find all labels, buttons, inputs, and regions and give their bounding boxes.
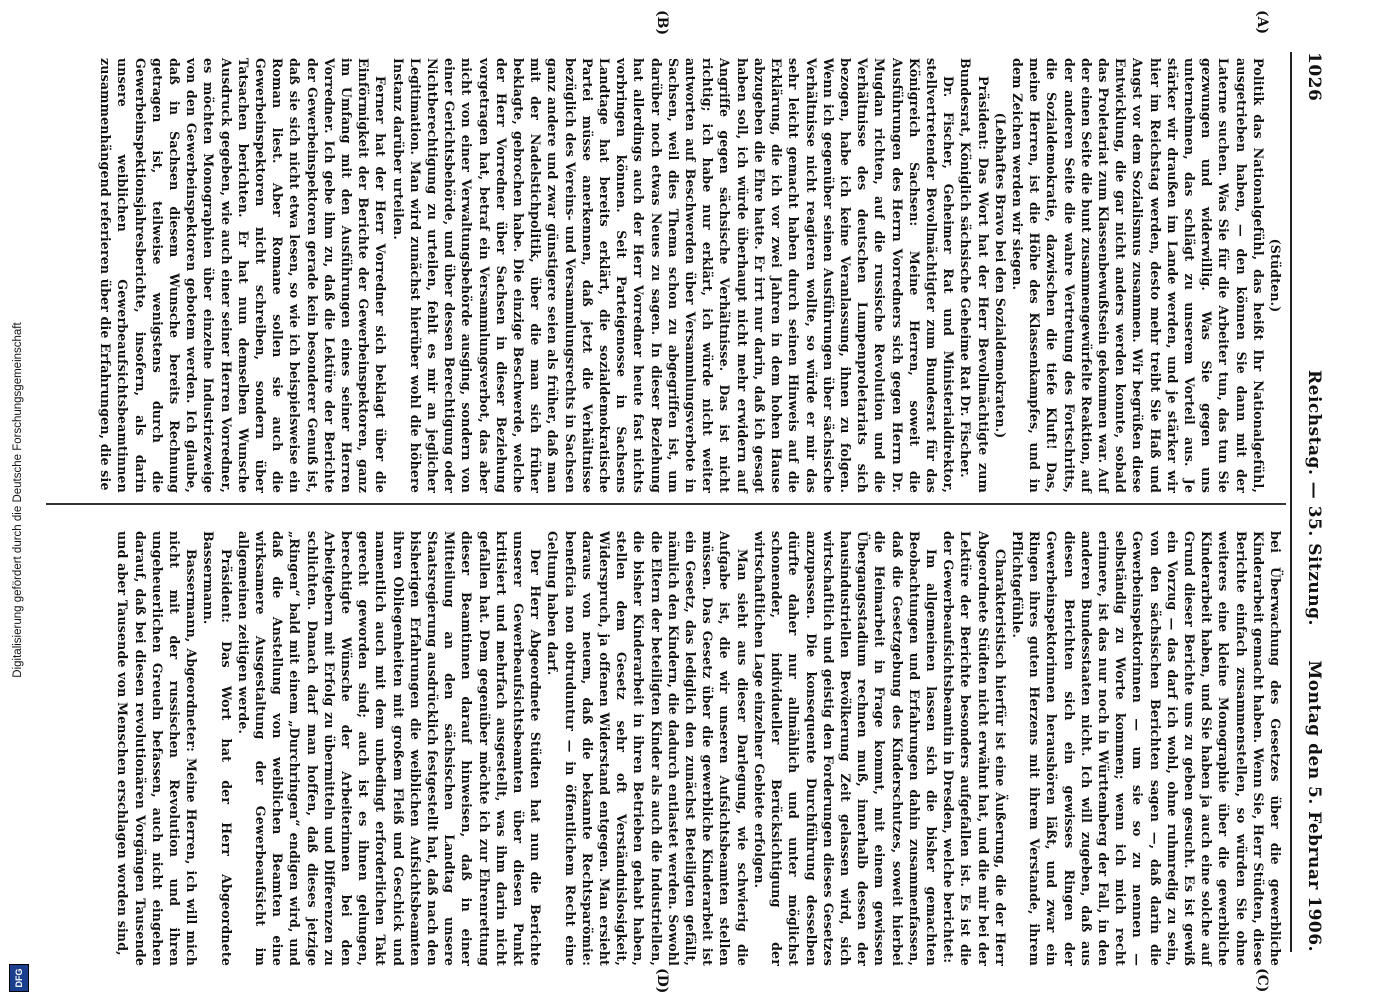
paragraph: Politik das Nationalgefühl, das heißt Ihr Nationalgefühl, ausgetrieben haben, — den können Sie dann mit der Laterne suchen. Was Sie für die Arbeiter tun, das tun Sie gezwungen und widerwillig. Was Sie gegen uns unternehmen, das schlägt zu unserem Vorteil aus. Je stärker wir draußen im Lande werden, und je stärker wir hier im Reichstag werden, desto mehr treibt Sie Haß und Angst vor dem Sozialismus zusammen. Wir begrüßen diese Entwicklung, die gar nicht anders werden konnte, sobald das Proletariat zum Klassenbewußtsein gekommen war. Auf der einen Seite die bunt zusammengewürfelte Reaktion, auf der anderen Seite die wahre Vertretung des Fortschritts, die Sozialdemokratie, dazwischen die tiefe Kluft! Das, meine Herren, ist die Höhe des Klassenkampfes, und in dem Zeichen werden wir siegen. — [1009, 58, 1266, 493]
quoted-paragraph: Im allgemeinen lassen sich die bisher gemachten Beobachtungen und Erfahrungen dahin zusammenfassen, daß die Gesetzgebung des Kinderschutzes, soweit hierbei die Heimarbeit in Frage kommt, mit einem gewissen Übergangsstadium rechnen muß, innerhalb dessen der hausindustriellen Bevölkerung Zeit gelassen wird, sich wirtschaftlich und geistig den Forderungen dieses Gesetzes anzupassen. Die konsequente Durchführung desselben dürfte daher nur allmählich und unter möglichst schonender, individueller Berücksichtigung der wirtschaftlichen Lage einzelner Gebiete erfolgen. — [751, 531, 939, 966]
paragraph: Präsident: Das Wort hat der Herr Bevollmächtigte zum Bundesrat, Königlich sächsische Geheime Rat Dr. Fischer. — [958, 58, 991, 493]
paragraph: bei Überwachung des Gesetzes über die gewerbliche Kinderarbeit gemacht haben. Wenn Sie, Herr Stüdten, diese Berichte einfach zusammenstellen, so würden Sie ohne weiteres eine kleine Monographie über die gewerbliche Kinderarbeit haben, und Sie haben ja auch eine solche auf Grund dieser Berichte uns zu geben gesucht. Es ist gewiß ein Vorzug — das darf ich wohl, ohne ruhmredig zu sein, von den sächsischen Berichten sagen —, daß darin die Gewerbeinspektorinnen — um sie so zu nennen — selbständig zu Worte kommen; wenn ich mich recht erinnere, ist das nur noch in Württemberg der Fall, in den anderen Bundesstaaten nicht. Ich will zugeben, daß aus diesen Berichten sich ein gewisses Ringen der Gewerbeinspektorinnen heraushören läßt, und zwar ein Ringen ihres guten Herzens mit ihrem Verstande, ihrem Pflichtgefühle. — [1009, 531, 1283, 966]
paragraph: Man sieht aus dieser Darlegung, wie schwierig die Aufgabe ist, die wir unseren Aufsichtsbeamten stellen müssen. Das Gesetz über die gewerbliche Kinderarbeit ist ein Gesetz, das lediglich den zunächst Beteiligten gefällt, nämlich den Kindern, die dadurch entlastet werden. Sowohl die Eltern der beteiligten Kinder als auch die Industriellen, die bisher Kinderarbeit in ihren Betrieben gehabt haben, stellen dem Gesetz sehr oft Verständnislosigkeit, Widerspruch, ja offenen Widerstand entgegen. Man ersieht daraus von neuem, daß die bekannte Rechtsparömie: beneficia non obtruduntur — in öffentlichem Recht eine Geltung haben darf. — [545, 531, 750, 966]
applause-note: (Lebhaftes Bravo bei den Sozialdemokraten.) — [992, 112, 1008, 439]
column-divider — [46, 503, 1286, 505]
digitization-credit: Digitalisierung gefördert durch die Deutsche Forschungsgemeinschaft — [12, 322, 24, 678]
page-header — [1290, 52, 1330, 952]
paragraph: Charakteristisch hierfür ist eine Äußerung, die der Herr Abgeordnete Stüdten nicht erwähnt hat, und die mir bei der Lektüre der Berichte besonders aufgefallen ist. Es ist die der Gewerbeaufsichtsbeamtin in Dresden, welche berichtet: — [941, 531, 1008, 966]
digitization-sidebar — [2, 0, 34, 1000]
dfg-logo: DFG — [9, 964, 29, 992]
margin-note-c: (C) — [1254, 968, 1270, 993]
paragraph: Präsident: Das Wort hat der Herr Abgeordnete Bassermann. — [201, 531, 234, 966]
speaker-note: (Stüdten.) — [1268, 238, 1283, 313]
margin-note-b: (B) — [654, 10, 670, 36]
paragraph: Der Herr Abgeordnete Stüdten hat nun die Berichte unserer Gewerbeaufsichtsbeamten über diesen Punkt kritisiert und mehrfach ausgestellt, was ihm darin nicht gefallen hat. Dem gegenüber möchte ich zur Ehrenrettung dieser Beamtinnen darauf hinweisen, daß in einer Mitteilung an den sächsischen Landtag unsere Staatsregierung ausdrücklich festgestellt hat, daß nach den bisherigen Erfahrungen die weiblichen Aufsichtsbeamten ihren Obliegenheiten mit großem Fleiß und Geschick und namentlich auch mit dem unbedingt erforderlichen Takt gerecht geworden sind; auch ist es ihnen gelungen, berechtigte Wünsche der Arbeiterinnen bei den Arbeitgebern mit Erfolg zu übermitteln und Differenzen zu schlichten. Danach darf man hoffen, daß dieses jetzige „Ringen“ bald mit einem „Durchringen“ endigen wird, und daß die Anstellung von weiblichen Beamten eine wirksamere Ausgestaltung der Gewerbeaufsicht im allgemeinen zeitigen werde. — [235, 531, 544, 966]
margin-note-d: (D) — [654, 968, 670, 994]
right-text-column — [114, 531, 1284, 966]
session-date: Montag den 5. Februar 1906. — [1304, 660, 1324, 952]
session-title: Reichstag. — 35. Sitzung. — [1304, 370, 1324, 626]
left-text-column — [97, 58, 1284, 493]
margin-note-a: (A) — [1254, 10, 1270, 35]
paragraph: Dr. Fischer, Geheimer Rat und Ministerialdirektor, stellvertretender Bevollmächtigter zum Bundesrat für das Königreich Sachsen: Meine Herren, soweit die Ausführungen des Herrn Vorredners sich gegen Herrn Dr. Mugdan richten, auf die russische Revolution und die Verhältnisse des deutschen Lumpenproletariats sich bezogen, habe ich keine Veranlassung, ihnen zu folgen. Wenn ich gegenüber seinen Ausführungen über sächsische Verhältnisse nicht reagieren wollte, so würde er mir das sehr leicht gemacht haben durch seinen Hinweis auf die Erklärung, die ich vor zwei Jahren in dem hohen Hause abzugeben die Ehre hatte. Er irrt nur darin, daß ich gesagt haben soll, ich würde überhaupt nicht mehr erwidern auf Angriffe gegen sächsische Verhältnisse. Das ist nicht richtig; ich habe nur erklärt, ich würde nicht weiter antworten auf Beschwerden über Versammlungsverbote in Sachsen, weil dies Thema schon zu abgegriffen ist, um darüber noch etwas Neues zu sagen. In dieser Beziehung hat allerdings auch der Herr Vorredner heute fast nichts vorbringen können. Seit Parteigenosse in Sachsens Landtage hat bereits erklärt, die sozialdemokratische Partei müsse anerkennen, daß jetzt die Verhältnisse bezüglich des Vereins- und Versammlungsrechts in Sachsen ganz andere und zwar günstigere seien als früher, daß man mit der Nadelstichpolitik, über die man sich früher beklagte, gebrochen habe. Die einzige Beschwerde, welche der Herr Vorredner über Sachsen in dieser Beziehung vorgetragen hat, betraf ein Versammlungsverbot, das aber nicht von einer Verwaltungsbehörde ausging, sondern von einer Gerichtsbehörde, und über dessen Berechtigung oder Nichtberechtigung zu urteilen, fehlt es mir an jeglicher Legitimation. Man wird zunächst hierüber wohl die höhere Instanz darüber urteilen. — [390, 58, 957, 493]
page-number: 1026 — [1304, 52, 1324, 102]
paragraph: Bassermann, Abgeordneter: Meine Herren, ich will mich nicht mit der russischen Revolution und ihren ungeheuerlichen Greueln befassen, auch nicht eingehen darauf, daß bei diesen revolutionären Vorgängen Tausende und aber Tausende von Menschen erschlagen worden sind, — [115, 531, 200, 966]
header-rule — [1290, 52, 1292, 952]
paragraph: Ferner hat der Herr Vorredner sich beklagt über die Einförmigkeit der Berichte der Gewerbeinspektoren, ganz im Umfang mit den Ausführungen eines seiner Herren Vorredner. Ich gebe ihm zu, daß die Lektüre der Berichte der Gewerbeinspektoren gerade kein besonderer Genuß ist, daß sie sich nicht etwa lesen, so wie ich beispielsweise ein Roman liest. Aber Romane sollen sie auch die Gewerbeinspektoren nicht schreiben, sondern über Tatsachen berichten. Er hat nun demselben Wunsche Ausdruck gegeben, wie auch einer seiner Herren Vorredner, es möchten Monographien über einzelne Industriezweige von den Gewerbeinspektoren gebotem werden. Ich glaube, daß in Sachsen diesem Wunsche bereits Rechnung getragen ist, teilweise wenigstens durch die Gewerbeinspektionsjahresberichte, insofern, als darin unsere weiblichen Gewerbeaufsichtsbeamtinnen zusammenhängend referieren über die Erfahrungen, die sie — [98, 58, 389, 493]
